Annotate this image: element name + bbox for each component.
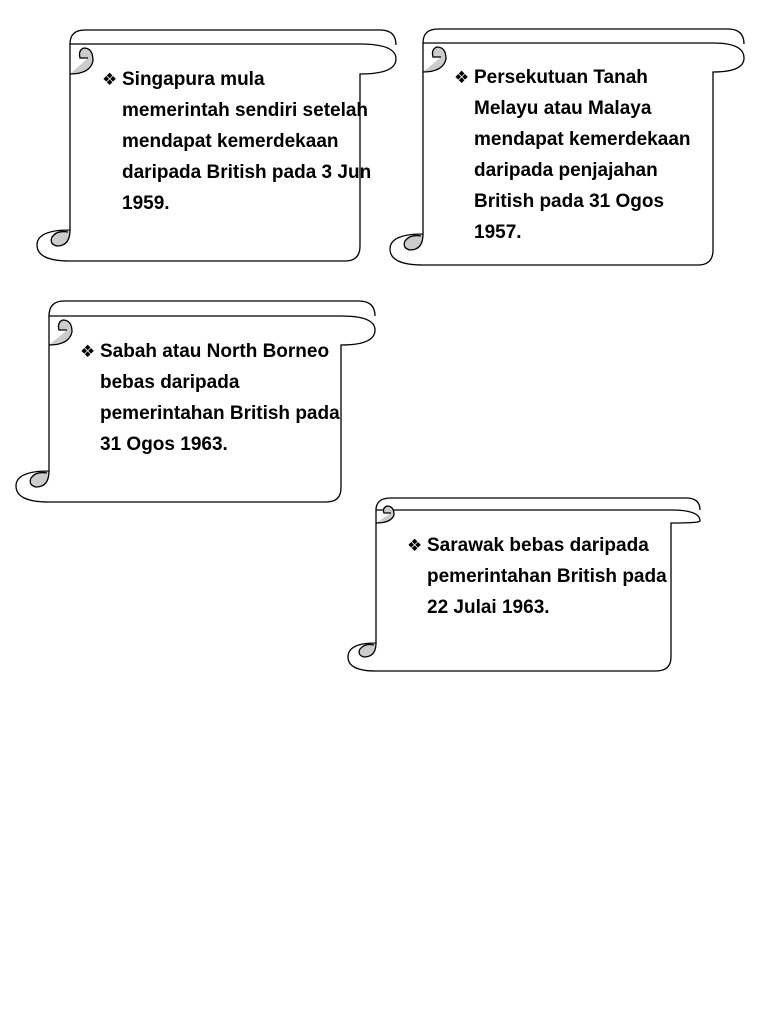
- event-text: Sarawak bebas daripada pemerintahan British pada 22 Julai 1963.: [427, 535, 667, 618]
- diamond-four-bullet-icon: ❖: [80, 342, 96, 361]
- scroll-text-singapura: [102, 64, 372, 224]
- diamond-four-bullet-icon: ❖: [454, 68, 470, 87]
- scroll-card-sabah: [14, 300, 376, 503]
- event-text: Persekutuan Tanah Melayu atau Malaya mendapat kemerdekaan daripada penjajahan British pada 31 Ogos 1957.: [474, 67, 691, 243]
- event-text: Singapura mula memerintah sendiri setelah mendapat kemerdekaan daripada British pada 3 Jun 1959.: [122, 69, 372, 214]
- scroll-text-sabah: [80, 336, 340, 466]
- scroll-card-singapura: [35, 28, 397, 262]
- diamond-four-bullet-icon: ❖: [102, 70, 118, 89]
- scroll-card-malaya: [388, 28, 745, 266]
- event-text: Sabah atau North Borneo bebas daripada pemerintahan British pada 31 Ogos 1963.: [100, 341, 340, 455]
- scroll-text-malaya: [454, 62, 714, 243]
- scroll-card-sarawak: [346, 497, 701, 672]
- diamond-four-bullet-icon: ❖: [407, 536, 423, 555]
- scroll-text-sarawak: [407, 530, 672, 630]
